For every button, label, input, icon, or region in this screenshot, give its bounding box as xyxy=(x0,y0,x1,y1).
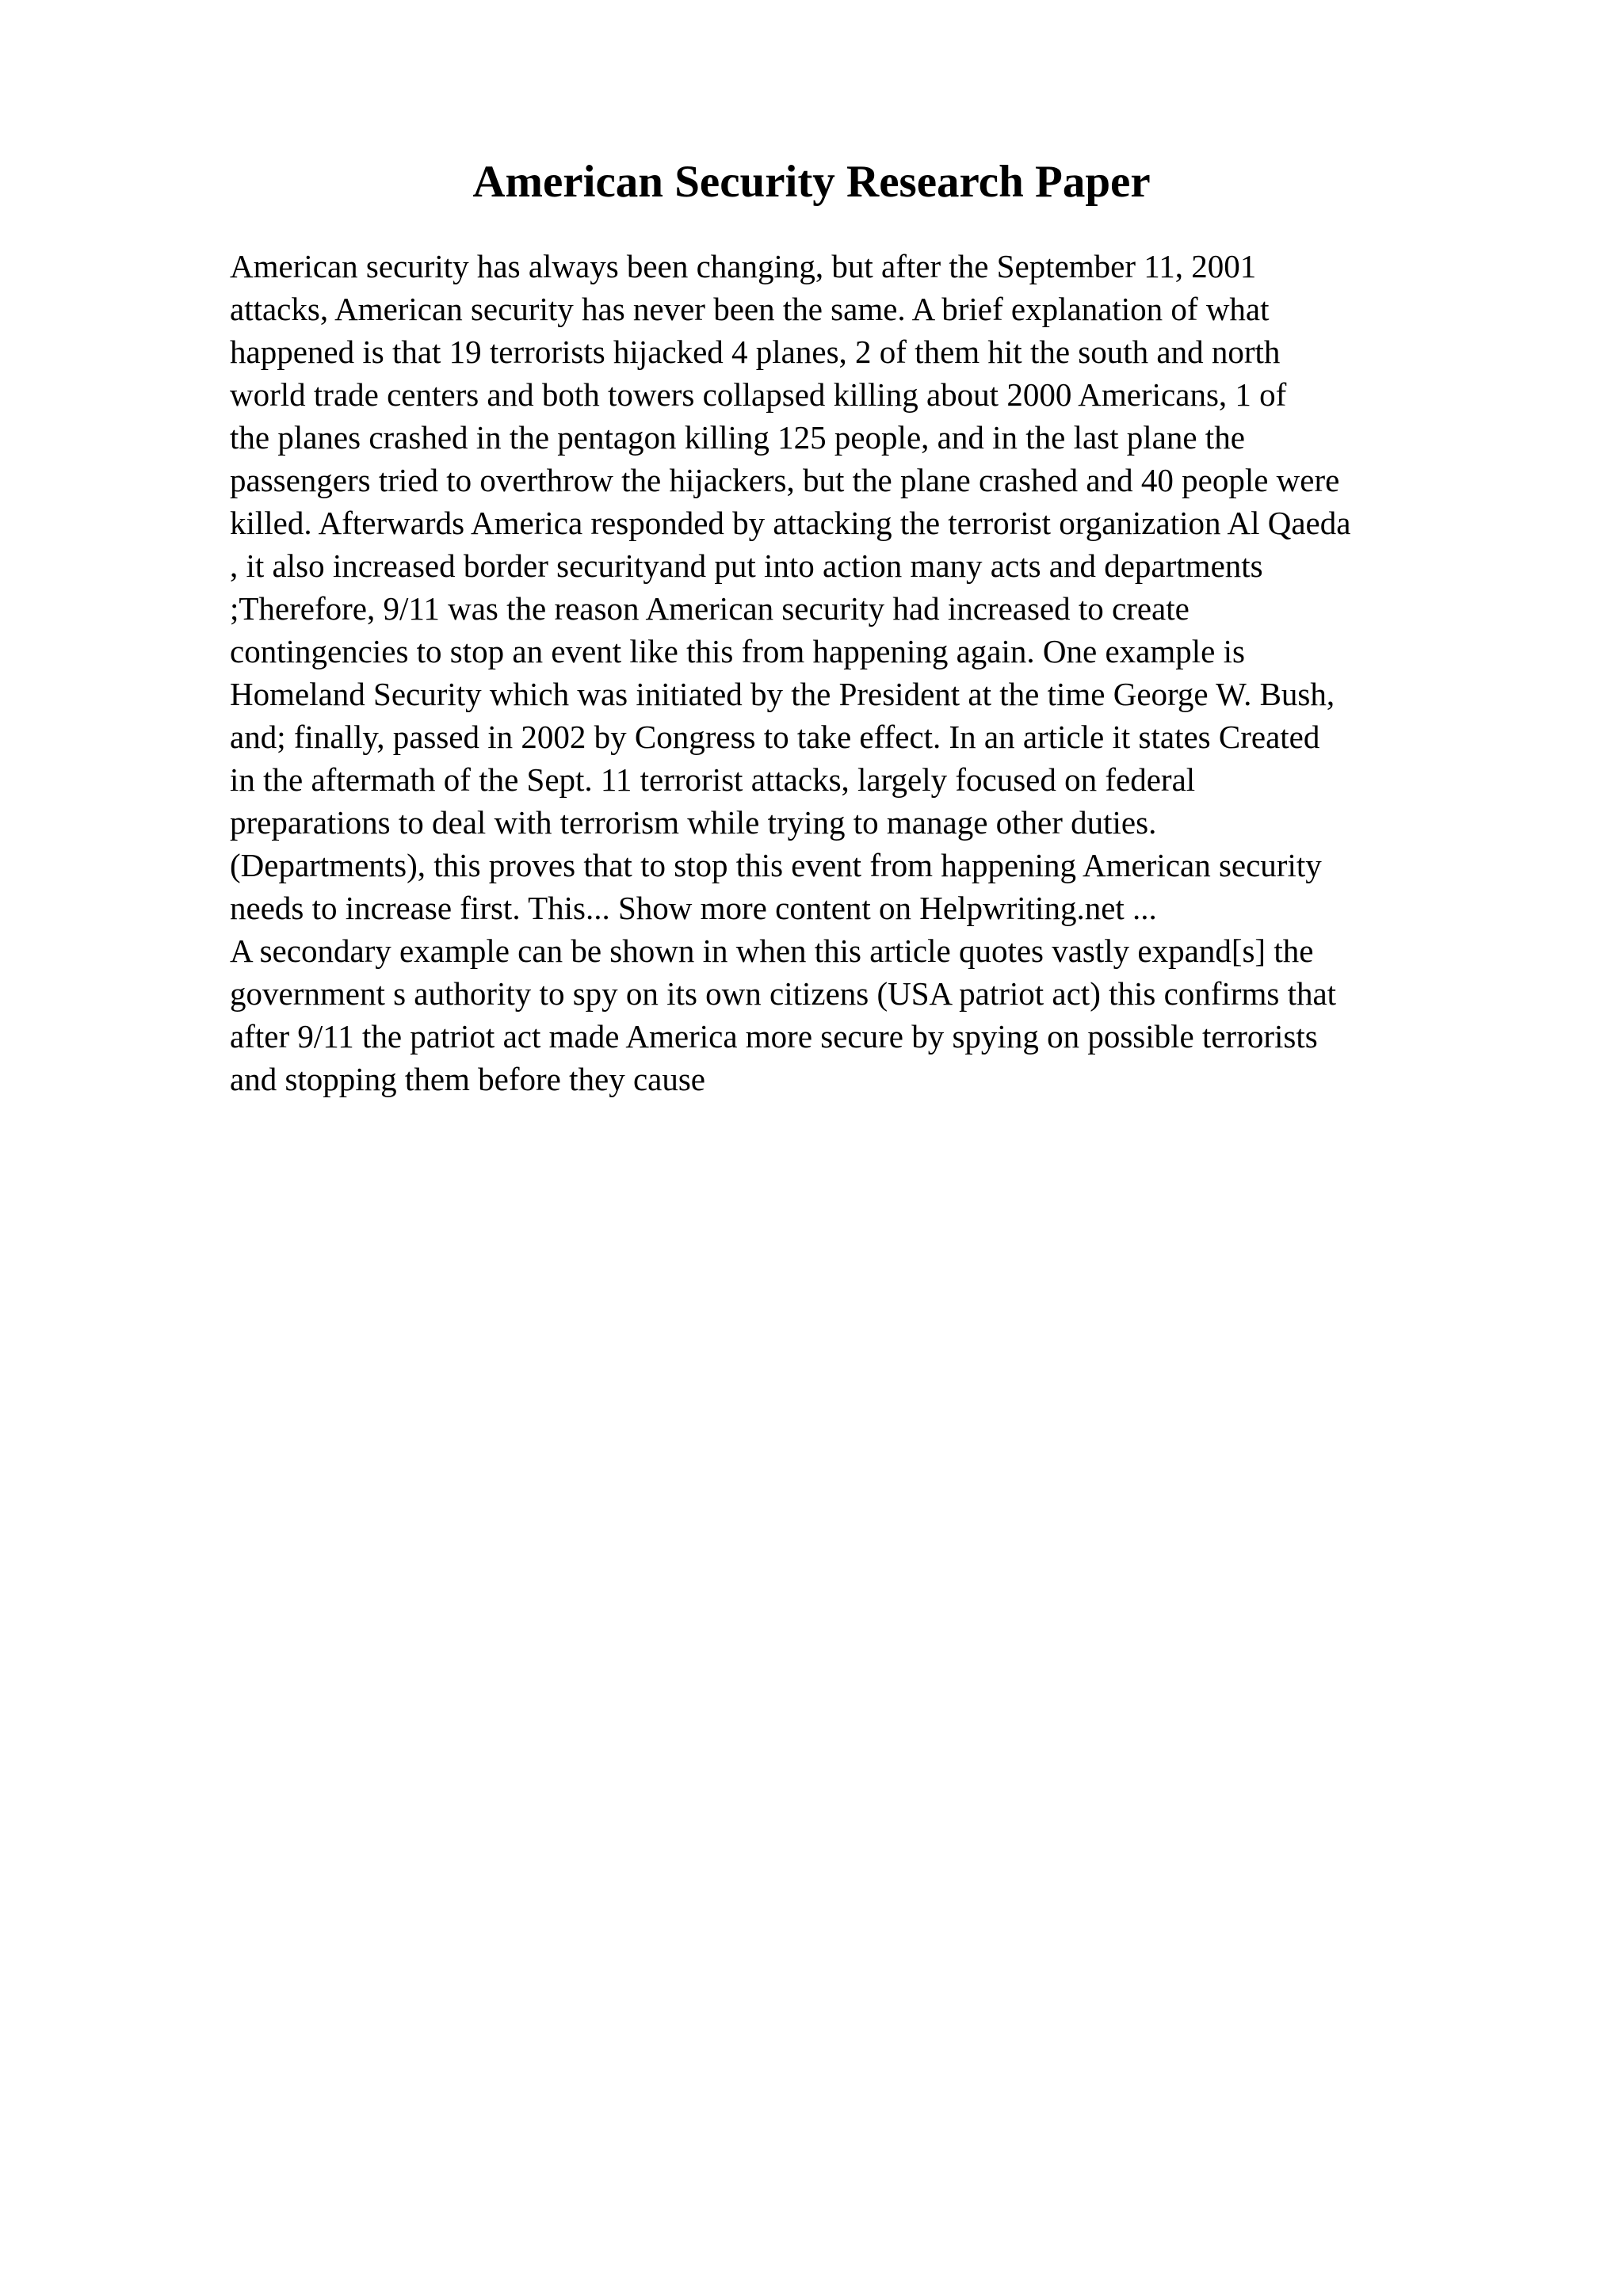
body-line: American security has always been changing, but after the September 11, 2001 xyxy=(230,248,1257,284)
body-line: needs to increase first. This... Show more content on Helpwriting.net ... xyxy=(230,890,1157,926)
body-line: (Departments), this proves that to stop this event from happening American security xyxy=(230,847,1322,883)
body-line: attacks, American security has never been the same. A brief explanation of what xyxy=(230,291,1270,327)
body-line: happened is that 19 terrorists hijacked 4 planes, 2 of them hit the south and north xyxy=(230,334,1281,370)
body-line: preparations to deal with terrorism while trying to manage other duties. xyxy=(230,804,1157,841)
body-line: passengers tried to overthrow the hijackers, but the plane crashed and 40 people were xyxy=(230,462,1340,498)
body-line: after 9/11 the patriot act made America more secure by spying on possible terrorists xyxy=(230,1018,1318,1055)
body-line: the planes crashed in the pentagon killing 125 people, and in the last plane the xyxy=(230,419,1245,456)
document-body xyxy=(230,245,1514,1100)
body-line: and stopping them before they cause xyxy=(230,1061,706,1097)
body-line: A secondary example can be shown in when this article quotes vastly expand[s] the xyxy=(230,933,1314,969)
document-title: American Security Research Paper xyxy=(472,157,1151,207)
body-line: ;Therefore, 9/11 was the reason American security had increased to create xyxy=(230,590,1190,627)
body-line: contingencies to stop an event like this from happening again. One example is xyxy=(230,633,1245,669)
body-line: , it also increased border securityand put into action many acts and departments xyxy=(230,547,1263,584)
body-line: government s authority to spy on its own citizens (USA patriot act) this confirms that xyxy=(230,975,1337,1012)
body-line: Homeland Security which was initiated by the President at the time George W. Bush, xyxy=(230,676,1335,712)
body-line: killed. Afterwards America responded by attacking the terrorist organization Al Qaeda xyxy=(230,505,1351,541)
body-line: in the aftermath of the Sept. 11 terrorist attacks, largely focused on federal xyxy=(230,761,1196,798)
body-line: world trade centers and both towers collapsed killing about 2000 Americans, 1 of xyxy=(230,376,1287,413)
body-line: and; finally, passed in 2002 by Congress to take effect. In an article it states Created xyxy=(230,719,1320,755)
